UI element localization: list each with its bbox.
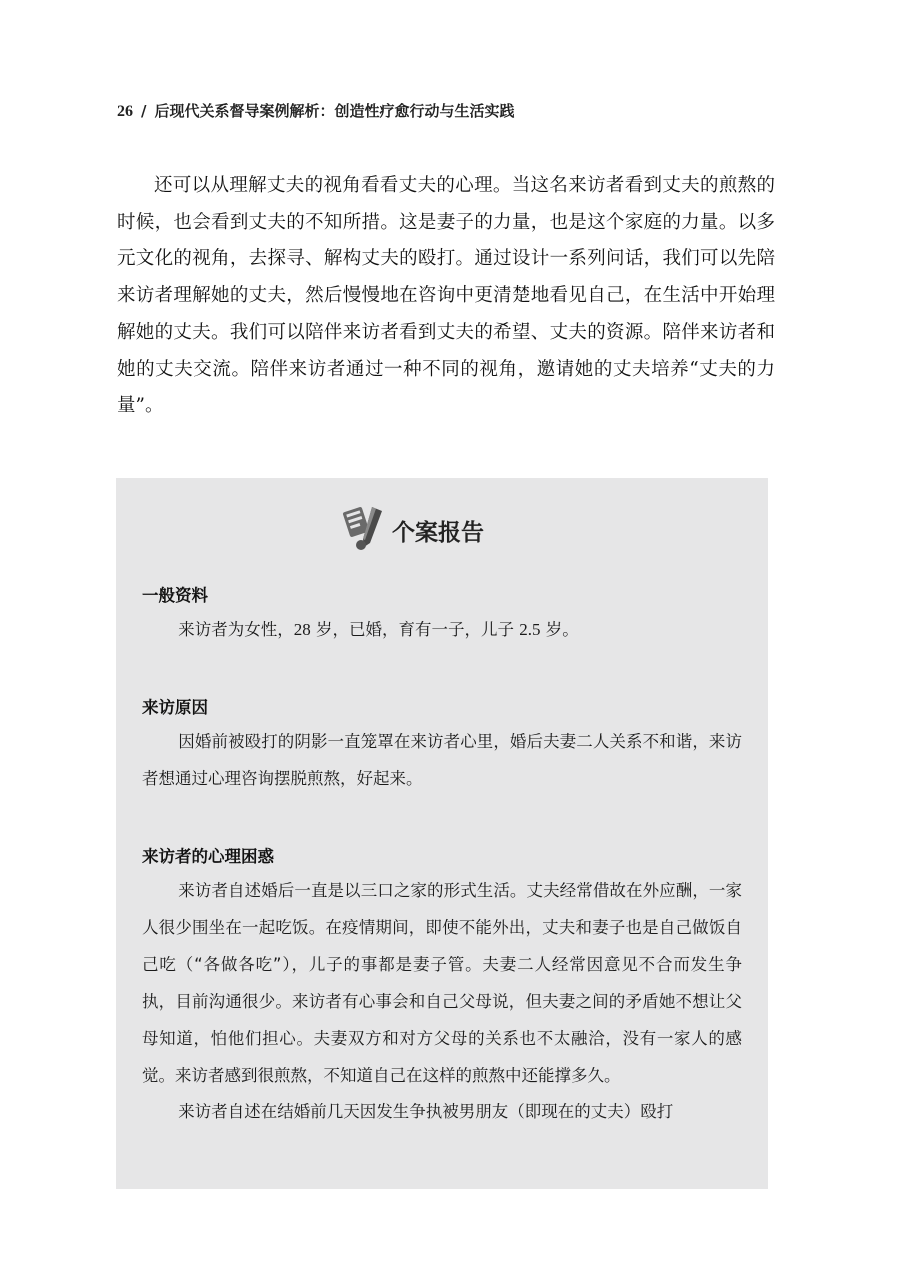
section-general-heading: 一般资料 — [142, 586, 208, 605]
case-report-box — [116, 478, 768, 1189]
page-number: 26 — [117, 103, 133, 120]
section-general-text — [142, 612, 742, 649]
section-confusion-para1: 来访者自述婚后一直是以三口之家的形式生活。丈夫经常借故在外应酬，一家人很少围坐在一起吃饭。在疫情期间，即使不能外出，丈夫和妻子也是自己做饭自己吃（“各做各吃”），儿子的事都是妻子管。夫妻二人经常因意见不合而发生争执，目前沟通很少。来访者有心事会和自己父母说，但夫妻之间的矛盾她不想让父母知道，怕他们担心。夫妻双方和对方父母的关系也不太融洽，没有一家人的感觉。来访者感到很煎熬，不知道自己在这样的煎熬中还能撑多久。 — [142, 881, 742, 1085]
section-confusion — [142, 845, 742, 1131]
client-age: 28 — [293, 620, 311, 639]
book-title: 后现代关系督导案例解析：创造性疗愈行动与生活实践 — [154, 102, 515, 120]
case-report-title — [342, 500, 484, 556]
section-reason-text: 因婚前被殴打的阴影一直笼罩在来访者心里，婚后夫妻二人关系不和谐，来访者想通过心理咨询摆脱煎熬，好起来。 — [142, 732, 742, 788]
running-header — [117, 100, 777, 121]
section-reason-heading: 来访原因 — [142, 698, 208, 717]
body-paragraph: 还可以从理解丈夫的视角看看丈夫的心理。当这名来访者看到丈夫的煎熬的时候，也会看到丈夫的不知所措。这是妻子的力量，也是这个家庭的力量。以多元文化的视角，去探寻、解构丈夫的殴打。通过设计一系列问话，我们可以先陪来访者理解她的丈夫，然后慢慢地在咨询中更清楚地看见自己，在生活中开始理解她的丈夫。我们可以陪伴来访者看到丈夫的希望、丈夫的资源。陪伴来访者和她的丈夫交流。陪伴来访者通过一种不同的视角，邀请她的丈夫培养“丈夫的力量”。 — [117, 175, 775, 417]
body-text — [117, 168, 775, 425]
child-age: 2.5 — [519, 620, 541, 639]
section-confusion-heading: 来访者的心理困惑 — [142, 847, 274, 866]
section-reason — [142, 696, 742, 798]
case-report-title-text: 个案报告 — [392, 519, 484, 546]
general-text-c: 岁。 — [540, 620, 579, 639]
general-text-a: 来访者为女性， — [178, 620, 294, 639]
section-confusion-para2: 来访者自述在结婚前几天因发生争执被男朋友（即现在的丈夫）殴打 — [178, 1102, 674, 1122]
pen-notebook-icon — [342, 503, 388, 553]
section-general — [142, 584, 742, 649]
general-text-b: 岁，已婚，育有一子，儿子 — [310, 620, 520, 639]
header-separator: / — [141, 102, 147, 120]
